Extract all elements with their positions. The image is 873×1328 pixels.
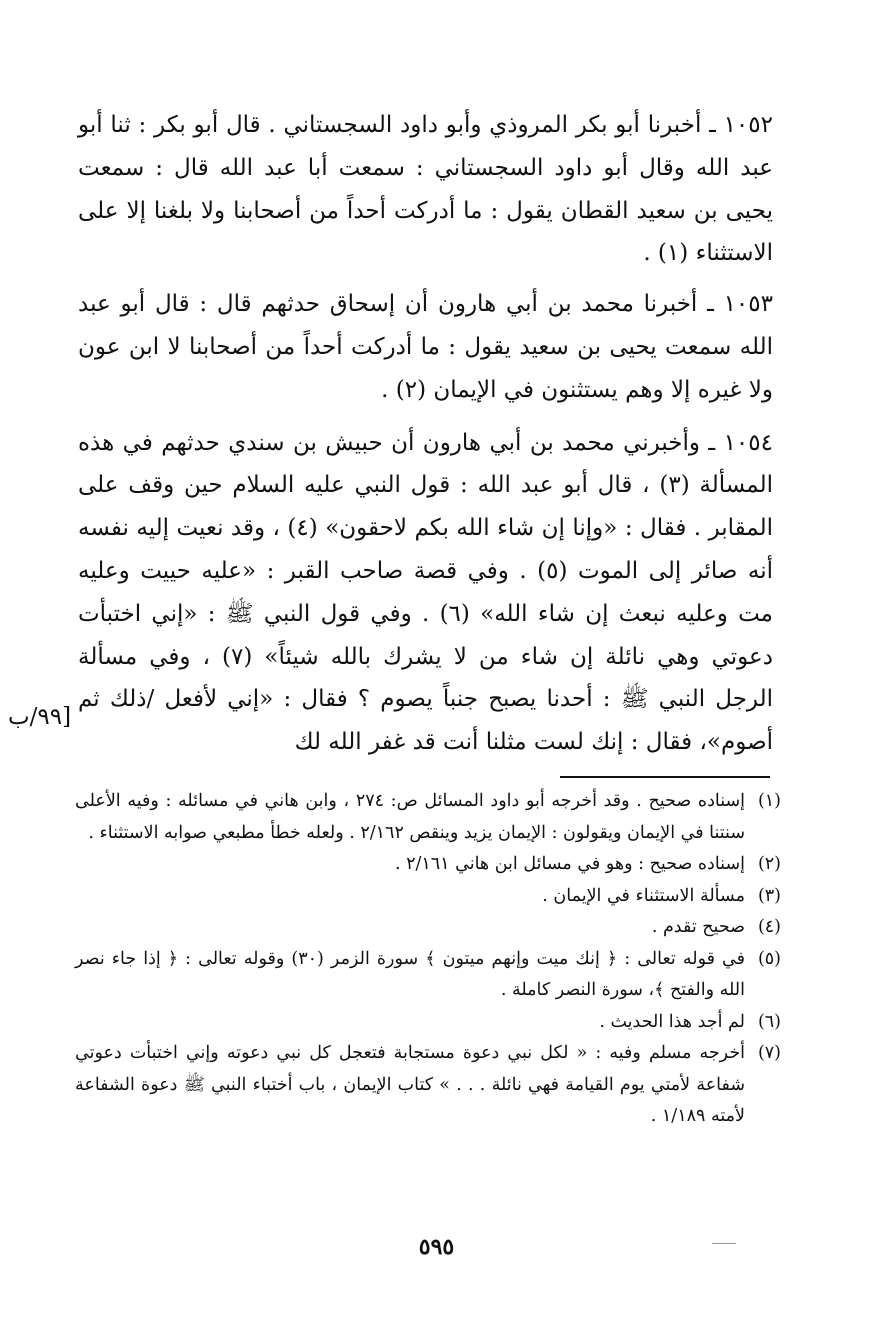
footnote-1 xyxy=(75,786,781,849)
footnote-7 xyxy=(75,1038,781,1133)
footnote-number: (٤) xyxy=(757,917,781,937)
footnote-text: مسألة الاستثناء في الإيمان . xyxy=(542,885,745,906)
main-text xyxy=(78,104,773,772)
footnote-number: (٢) xyxy=(757,854,781,874)
footnote-text: صحيح تقدم . xyxy=(651,917,745,937)
entry-1054: ١٠٥٤ ـ وأخبرني محمد بن أبي هارون أن حبيش بن سندي حدثهم في هذه المسألة (٣) ، قال أبو عبد الله : قول النبي عليه السلام حين وقف على المقابر . فقال : «وإنا إن شاء الله بكم لاحقون» (٤) ، وقد نعيت إليه نفسه أنه صائر إلى الموت (٥) . وفي قصة صاحب القبر : «عليه حييت وعليه مت وعليه نبعث إن شاء الله» (٦) . وفي قول النبي ﷺ : «إني اختبأت دعوتي وهي نائلة إن شاء من لا يشرك بالله شيئاً» (٧) ، وفي مسألة الرجل النبي ﷺ : أحدنا يصبح جنباً يصوم ؟ فقال : «إني لأفعل /ذلك ثم أصوم»، فقال : إنك لست مثلنا أنت قد غفر الله لك xyxy=(78,429,774,756)
footnote-text: لم أجد هذا الحديث . xyxy=(599,1011,745,1032)
entry-1053: ١٠٥٣ ـ أخبرنا محمد بن أبي هارون أن إسحاق حدثهم قال : قال أبو عبد الله سمعت يحيى بن سعيد يقول : ما أدركت أحداً من أصحابنا لا ابن عون ولا غيره إلا وهم يستثنون في الإيمان (٢) . xyxy=(78,291,773,403)
footnote-separator xyxy=(560,776,770,778)
footnote-3 xyxy=(75,881,781,913)
footnote-text: أخرجه مسلم وفيه : « لكل نبي دعوة مستجابة فتعجل كل نبي دعوته وإني اختبأت دعوتي شفاعة لأمتي يوم القيامة فهي نائلة . . . » كتاب الإيمان ، باب أختباء النبي ﷺ دعوة الشفاعة لأمته ١/١٨٩ . xyxy=(75,1043,745,1126)
page-number: ٥٩٥ xyxy=(418,1234,455,1260)
footnote-number: (٧) xyxy=(757,1043,781,1063)
footnote-number: (١) xyxy=(757,791,781,811)
footnote-text: إسناده صحيح . وقد أخرجه أبو داود المسائل ص: ٢٧٤ ، وابن هاني في مسائله : وفيه الأعلى سنتنا في الإيمان ويقولون : الإيمان يزيد وينقص ٢/١٦٢ . ولعله خطأ مطبعي صوابه الاستثناء . xyxy=(75,791,745,843)
footnote-number: (٥) xyxy=(757,948,781,969)
footnote-2 xyxy=(75,849,781,881)
footnote-text: في قوله تعالى : ﴿ إنك ميت وإنهم ميتون ﴾ سورة الزمر (٣٠) وقوله تعالى : ﴿ إذا جاء نصر الله والفتح ﴾، سورة النصر كاملة . xyxy=(75,948,745,1000)
footnote-number: (٦) xyxy=(757,1011,781,1032)
footnote-text: إسناده صحيح : وهو في مسائل ابن هاني ٢/١٦١ . xyxy=(394,854,745,874)
entry-1052: ١٠٥٢ ـ أخبرنا أبو بكر المروذي وأبو داود السجستاني . قال أبو بكر : ثنا أبو عبد الله وقال أبو داود السجستاني : سمعت أبا عبد الله قال : سمعت يحيى بن سعيد القطان يقول : ما أدركت أحداً من أصحابنا ولا بلغنا إلا على الاستثناء (١) . xyxy=(78,112,773,267)
manuscript-folio-marker: [٩٩/ب xyxy=(8,704,72,730)
footnotes xyxy=(75,786,781,1133)
footnote-4 xyxy=(75,912,781,944)
footnote-number: (٣) xyxy=(757,885,781,906)
footnote-5 xyxy=(75,944,781,1007)
footnote-6 xyxy=(75,1007,781,1039)
